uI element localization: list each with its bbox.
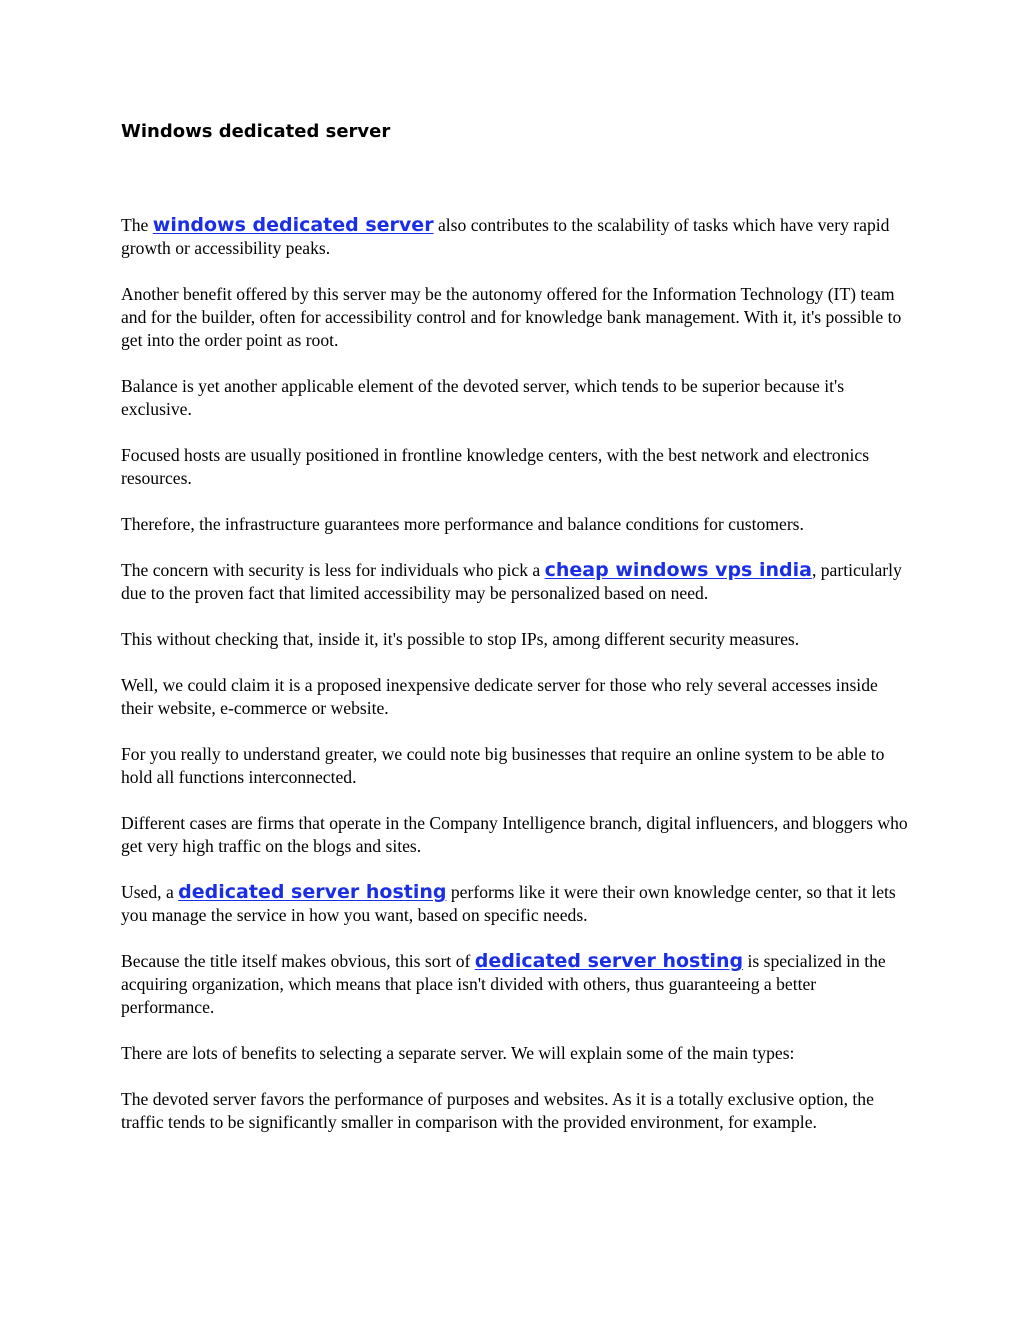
- paragraph-12: [121, 950, 911, 1019]
- paragraph-3: Balance is yet another applicable element of the devoted server, which tends to be superior because it's exclusive.: [121, 376, 845, 419]
- paragraph-text: Used, a: [121, 882, 179, 902]
- paragraph-7: This without checking that, inside it, it's possible to stop IPs, among different security measures.: [121, 629, 800, 649]
- paragraph-10: Different cases are firms that operate in the Company Intelligence branch, digital influencers, and bloggers who get very high traffic on the blogs and sites.: [121, 813, 908, 856]
- document-body: [121, 214, 911, 1157]
- paragraph-14: The devoted server favors the performance of purposes and websites. As it is a totally exclusive option, the traffic tends to be significantly smaller in comparison with the provided environment, for example.: [121, 1089, 874, 1132]
- paragraph-6: [121, 559, 911, 605]
- paragraph-5: Therefore, the infrastructure guarantees more performance and balance conditions for customers.: [121, 514, 804, 534]
- dedicated-server-hosting-link[interactable]: dedicated server hosting: [178, 881, 447, 903]
- cheap-windows-vps-india-link[interactable]: cheap windows vps india: [544, 559, 812, 581]
- paragraph-4: Focused hosts are usually positioned in frontline knowledge centers, with the best network and electronics resources.: [121, 445, 870, 488]
- paragraph-text: The: [121, 215, 153, 235]
- paragraph-1: [121, 214, 911, 260]
- paragraph-11: [121, 881, 911, 927]
- paragraph-text: Because the title itself makes obvious, this sort of: [121, 951, 475, 971]
- windows-dedicated-server-link[interactable]: windows dedicated server: [152, 214, 434, 236]
- paragraph-13: There are lots of benefits to selecting a separate server. We will explain some of the main types:: [121, 1043, 795, 1063]
- paragraph-text: performs like it were their own knowledge center, so that it lets you manage the service in how you want, based on specific needs.: [121, 882, 896, 925]
- dedicated-server-hosting-link-2[interactable]: dedicated server hosting: [474, 950, 744, 972]
- paragraph-9: For you really to understand greater, we could note big businesses that require an online system to be able to hold all functions interconnected.: [121, 744, 885, 787]
- paragraph-text: The concern with security is less for individuals who pick a: [121, 560, 545, 580]
- paragraph-text: , particularly due to the proven fact that limited accessibility may be personalized based on need.: [121, 560, 902, 603]
- document-title: Windows dedicated server: [121, 121, 391, 142]
- paragraph-2: Another benefit offered by this server may be the autonomy offered for the Information Technology (IT) team and for the builder, often for accessibility control and for knowledge bank management. With it, it's possible to get into the order point as root.: [121, 284, 902, 350]
- paragraph-text: also contributes to the scalability of tasks which have very rapid growth or accessibility peaks.: [121, 215, 890, 258]
- paragraph-text: is specialized in the acquiring organization, which means that place isn't divided with others, thus guaranteeing a better performance.: [121, 951, 886, 1017]
- paragraph-8: Well, we could claim it is a proposed inexpensive dedicate server for those who rely several accesses inside their website, e-commerce or website.: [121, 675, 878, 718]
